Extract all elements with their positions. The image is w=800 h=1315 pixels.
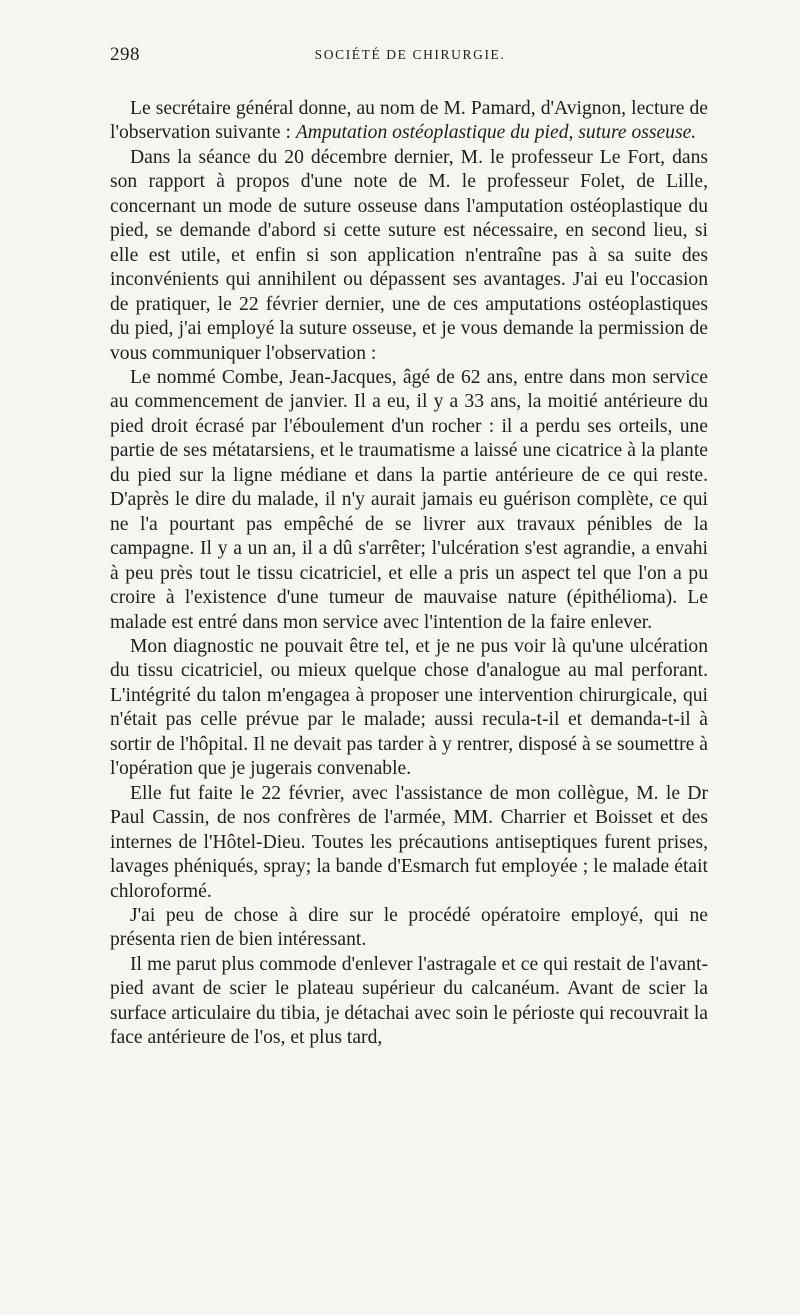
paragraph-4: Mon diagnostic ne pouvait être tel, et je ne pus voir là qu'une ulcération du tissu cicatriciel, ou mieux quelque chose d'analogue au mal perforant. L'intégrité du talon m'engagea à proposer une intervention chirurgicale, qui n'était pas celle prévue par le malade; aussi recula-t-il et demanda-t-il à sortir de l'hôpital. Il ne devait pas tarder à y rentrer, disposé à se soumettre à l'opération que je jugerais convenable. <box>110 635 708 780</box>
paragraph-5: Elle fut faite le 22 février, avec l'assistance de mon collègue, M. le Dr Paul Cassin, de nos confrères de l'armée, MM. Charrier et Boisset et des internes de l'Hôtel-Dieu. Toutes les précautions antiseptiques furent prises, lavages phéniqués, spray; la bande d'Esmarch fut employée ; le malade était chloroformé. <box>110 782 708 902</box>
page-number: 298 <box>110 44 140 65</box>
paragraph-7: Il me parut plus commode d'enlever l'astragale et ce qui restait de l'avant-pied avant de scier le plateau supérieur du calcanéum. Avant de scier la surface articulaire du tibia, je détachai avec soin le périoste qui recouvrait la face antérieure de l'os, et plus tard, <box>110 953 708 1049</box>
observation-title: Amputation ostéoplastique du pied, suture osseuse. <box>295 122 697 144</box>
running-head: SOCIÉTÉ DE CHIRURGIE. <box>314 47 506 62</box>
paragraph-3: Le nommé Combe, Jean-Jacques, âgé de 62 ans, entre dans mon service au commencement de janvier. Il a eu, il y a 33 ans, la moitié antérieure du pied droit écrasé par l'éboulement d'un rocher : il a perdu ses orteils, une partie de ses métatarsiens, et le traumatisme a laissé une cicatrice à la plante du pied sur la ligne médiane et dans la partie antérieure de ce qui reste. D'après le dire du malade, il n'y aurait jamais eu guérison complète, ce qui ne l'a pourtant pas empêché de se livrer aux travaux pénibles de la campagne. Il y a un an, il a dû s'arrêter; l'ulcération s'est agrandie, a envahi à peu près tout le tissu cicatriciel, et elle a pris un aspect tel que l'on a pu croire à l'existence d'une tumeur de mauvaise nature (épithélioma). Le malade est entré dans mon service avec l'intention de la faire enlever. <box>110 366 708 633</box>
paragraph-6: J'ai peu de chose à dire sur le procédé opératoire employé, qui ne présenta rien de bien intéressant. <box>110 904 708 951</box>
body-text <box>110 97 708 1051</box>
paragraph-2: Dans la séance du 20 décembre dernier, M. le professeur Le Fort, dans son rapport à propos d'une note de M. le professeur Folet, de Lille, concernant un mode de suture osseuse dans l'amputation ostéoplastique du pied, se demande d'abord si cette suture est nécessaire, en second lieu, si elle est utile, et enfin si son application n'entraîne pas à sa suite des inconvénients qui annihilent ou dépassent ses avantages. J'ai eu l'occasion de pratiquer, le 22 février dernier, une de ces amputations ostéoplastiques du pied, j'ai employé la suture osseuse, et je vous demande la permission de vous communiquer l'observation : <box>110 146 708 364</box>
page-header <box>110 44 710 72</box>
paragraph-1 <box>110 97 708 146</box>
paragraph-1-text: Le secrétaire général donne, au nom de M. Pamard, d'Avignon, lecture de l'observation suivante : <box>110 98 708 144</box>
